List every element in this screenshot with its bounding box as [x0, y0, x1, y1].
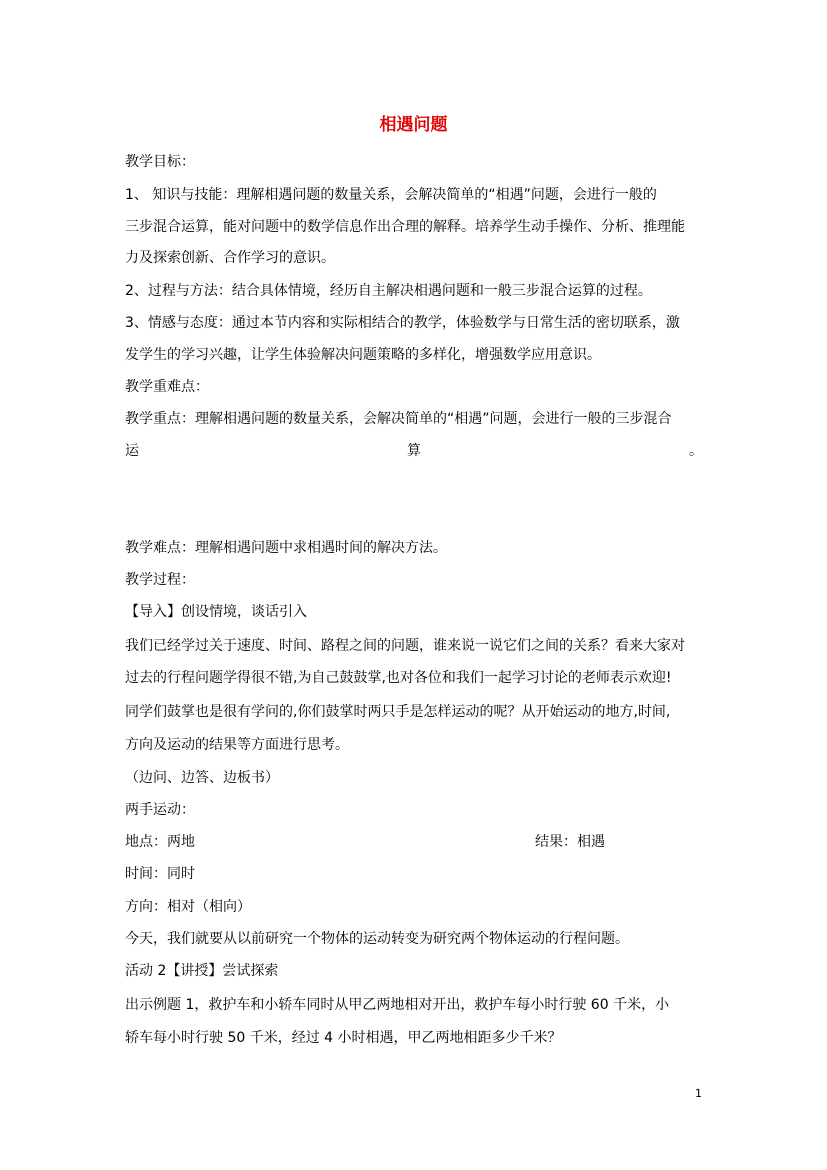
text-line: 时间：同时 [125, 866, 195, 882]
split-word: 。 [689, 443, 703, 459]
section-heading: 【导入】创设情境，谈话引入 [125, 604, 307, 620]
text-line: 力及探索创新、合作学习的意识。 [125, 250, 335, 266]
text-line: 3、情感与态度：通过本节内容和实际相结合的教学，体验数学与日常生活的密切联系，激 [125, 315, 680, 331]
text-line: 我们已经学过关于速度、时间、路程之间的问题，谁来说一说它们之间的关系？看来大家对 [125, 638, 685, 654]
split-word: 运 [125, 443, 139, 459]
text-line: 两手运动： [125, 802, 195, 818]
result-label: 结果：相遇 [535, 834, 605, 850]
text-line: 方向：相对（相向） [125, 899, 251, 915]
text-line: 轿车每小时行驶 50 千米，经过 4 小时相遇，甲乙两地相距多少千米？ [125, 1030, 562, 1046]
text-line: 发学生的学习兴趣，让学生体验解决问题策略的多样化，增强数学应用意识。 [125, 347, 601, 363]
split-word: 算 [407, 443, 421, 459]
document-title: 相遇问题 [379, 115, 448, 135]
text-line: 教学重难点： [125, 379, 209, 395]
page-number: 1 [695, 1087, 702, 1100]
split-line [125, 441, 703, 461]
text-line: 教学过程： [125, 572, 195, 588]
text-line: （边问、边答、边板书） [125, 770, 279, 786]
text-line: 教学目标： [125, 154, 195, 170]
text-line: 同学们鼓掌也是很有学问的,你们鼓掌时两只手是怎样运动的呢？从开始运动的地方,时间, [125, 704, 671, 720]
text-line: 地点：两地 [125, 834, 195, 850]
text-line: 今天，我们就要从以前研究一个物体的运动转变为研究两个物体运动的行程问题。 [125, 931, 629, 947]
text-line: 方向及运动的结果等方面进行思考。 [125, 737, 349, 753]
text-line: 三步混合运算，能对问题中的数学信息作出合理的解释。培养学生动手操作、分析、推理能 [125, 219, 685, 235]
text-line: 2、过程与方法：结合具体情境，经历自主解决相遇问题和一般三步混合运算的过程。 [125, 283, 652, 299]
text-line: 过去的行程问题学得很不错,为自己鼓鼓掌,也对各位和我们一起学习讨论的老师表示欢迎! [125, 670, 672, 686]
text-line: 教学难点：理解相遇问题中求相遇时间的解决方法。 [125, 540, 447, 556]
text-line: 出示例题 1，救护车和小轿车同时从甲乙两地相对开出，救护车每小时行驶 60 千米，小 [125, 997, 670, 1013]
section-heading: 活动 2【讲授】尝试探索 [125, 963, 279, 979]
text-line: 1、 知识与技能：理解相遇问题的数量关系，会解决简单的“相遇”问题，会进行一般的 [125, 187, 657, 203]
text-line: 教学重点：理解相遇问题的数量关系，会解决简单的“相遇”问题，会进行一般的三步混合 [125, 411, 672, 427]
